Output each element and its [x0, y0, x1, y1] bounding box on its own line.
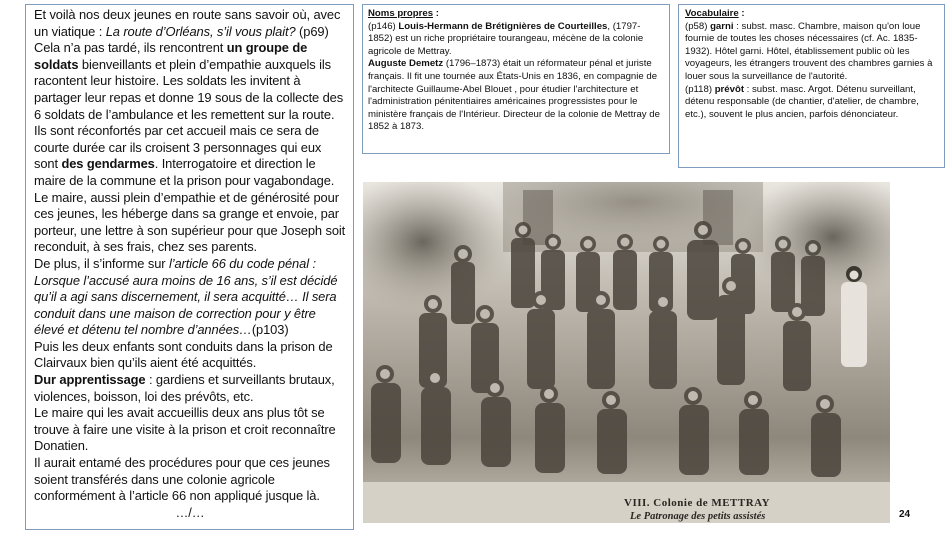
entry-garni — [685, 21, 938, 84]
entry-text: : subst. masc. Chambre, maison qu'on loue fournie de toutes les choses nécessaires (cf. Ac. 1835-1932). Hôtel garni. Hôtel, établissement public où les voyageurs, les étrangers trouvent des chambres garnies à louer sous la surveillance de l'autorité. — [685, 20, 933, 82]
entry-text: (1796–1873) était un réformateur pénal et juriste français. Il fit une tournée aux États-Unis en 1836, en compagnie de l'architecte Guillaume-Abel Blouet , pour étudier l'architecture et l'administration pénitentiaires américaines progressistes pour le ministère français de l'Intérieur. Directeur de la colonie de Mettray de 1852 à 1873. — [368, 58, 660, 133]
proper-names-box — [362, 4, 670, 154]
paragraph-procedures: Il aurait entamé des procédures pour que ces jeunes soient transférés dans une colonie agricole conformément à l’article 66 non appliqué jusque là. — [34, 455, 330, 504]
group-photo-colonie-mettray — [363, 182, 890, 523]
entry-courteilles — [368, 21, 664, 59]
paragraph-gendarmes — [34, 123, 346, 189]
heading-colon: : — [433, 8, 439, 19]
entry-prevot — [685, 84, 938, 122]
continuation-mark: …/… — [175, 504, 205, 520]
paragraph-maire: Le maire, aussi plein d’empathie et de générosité pour ces jeunes, les héberge dans sa grange et envoie, par porteur, une lettre à son supérieur pour que Joseph soit reconduit, à ses frais, chez ses parents. — [34, 189, 346, 255]
bold-term: des gendarmes — [61, 156, 155, 172]
text-span: De plus, il s’informe sur — [34, 255, 169, 271]
entry-text: , (1797-1852) est un riche propriétaire tourangeau, mécène de la colonie agricole de Mettray. — [368, 20, 644, 57]
heading-text: Noms propres — [368, 8, 434, 19]
paragraph-soldats — [34, 40, 346, 123]
text-span: . Interrogatoire et direction le maire de la commune et la prison pour vagabondage. — [34, 156, 335, 188]
paragraph-clairvaux: Puis les deux enfants sont conduits dans la prison de Clairvaux bien qu’ils aient été acquittés. — [34, 338, 333, 371]
page-ref: (p146) — [368, 20, 399, 32]
text-span: : gardiens et surveillants brutaux, violences, boisson, loi des prévôts, etc. — [34, 372, 335, 404]
photo-illustration — [363, 182, 890, 523]
paragraph-article-66 — [34, 256, 346, 339]
proper-names-heading — [368, 8, 664, 21]
page-ref: (p69) — [295, 23, 329, 39]
text-span: bienveillants et plein d’empathie auxquels ils racontent leur histoire. Les soldats les invitent à partager leur repas et donne 19 sous de la collecte des 6 soldats de l’ambulance et les remettent sur la route. — [34, 56, 344, 122]
paragraph-visite: Le maire qui les avait accueillis deux ans plus tôt se trouve à faire une visite à la prison et croit reconnaître Donatien. — [34, 405, 336, 454]
paragraph-route — [34, 7, 346, 40]
page-ref: (p118) — [685, 83, 715, 95]
heading-colon: : — [738, 8, 745, 19]
person-name: Louis-Hermann de Brétignières de Courteilles — [398, 20, 608, 32]
bold-term: un groupe de soldats — [34, 40, 308, 72]
person-name: Auguste Demetz — [368, 58, 444, 70]
text-span: Cela n’a pas tardé, ils rencontrent — [34, 40, 227, 56]
photo-caption-subtitle: Le Patronage des petits assistés — [630, 511, 766, 522]
heading-text: Vocabulaire — [685, 8, 739, 19]
narrative-text-box — [25, 4, 354, 530]
page-number: 24 — [899, 509, 911, 520]
text-span: Et voilà nos deux jeunes en route sans savoir où, avec un viatique : — [34, 7, 341, 39]
vocabulary-box — [678, 4, 945, 168]
bold-term: Dur apprentissage — [34, 372, 146, 388]
photo-caption-title: VIII. Colonie de METTRAY — [624, 497, 771, 509]
page-ref: (p103) — [251, 322, 289, 338]
vocabulary-heading — [685, 8, 938, 21]
entry-text: : subst. masc. Argot. Détenu surveillant, détenu responsable (de chantier, d'atelier, de chambre, etc.), souvent le plus ancien, parfois dénonciateur. — [685, 83, 919, 120]
vocab-term: garni — [710, 20, 734, 32]
page-ref: (p58) — [685, 20, 711, 32]
quote-italic: l’article 66 du code pénal : Lorsque l’accusé aura moins de 16 ans, s’il est décidé qu’il a agi sans discernement, il sera acquitté… Il sera conduit dans une maison de correction pour y être élevé et détenu tel nombre d’années… — [34, 255, 338, 338]
quote-italic: La route d’Orléans, s’il vous plait? — [105, 23, 296, 39]
entry-demetz — [368, 58, 664, 134]
vocab-term: prévôt — [714, 83, 745, 95]
text-span: Ils sont réconfortés par cet accueil mais ce sera de courte durée car ils croisent 3 personnages qui eux sont — [34, 123, 322, 172]
paragraph-apprentissage — [34, 372, 346, 405]
